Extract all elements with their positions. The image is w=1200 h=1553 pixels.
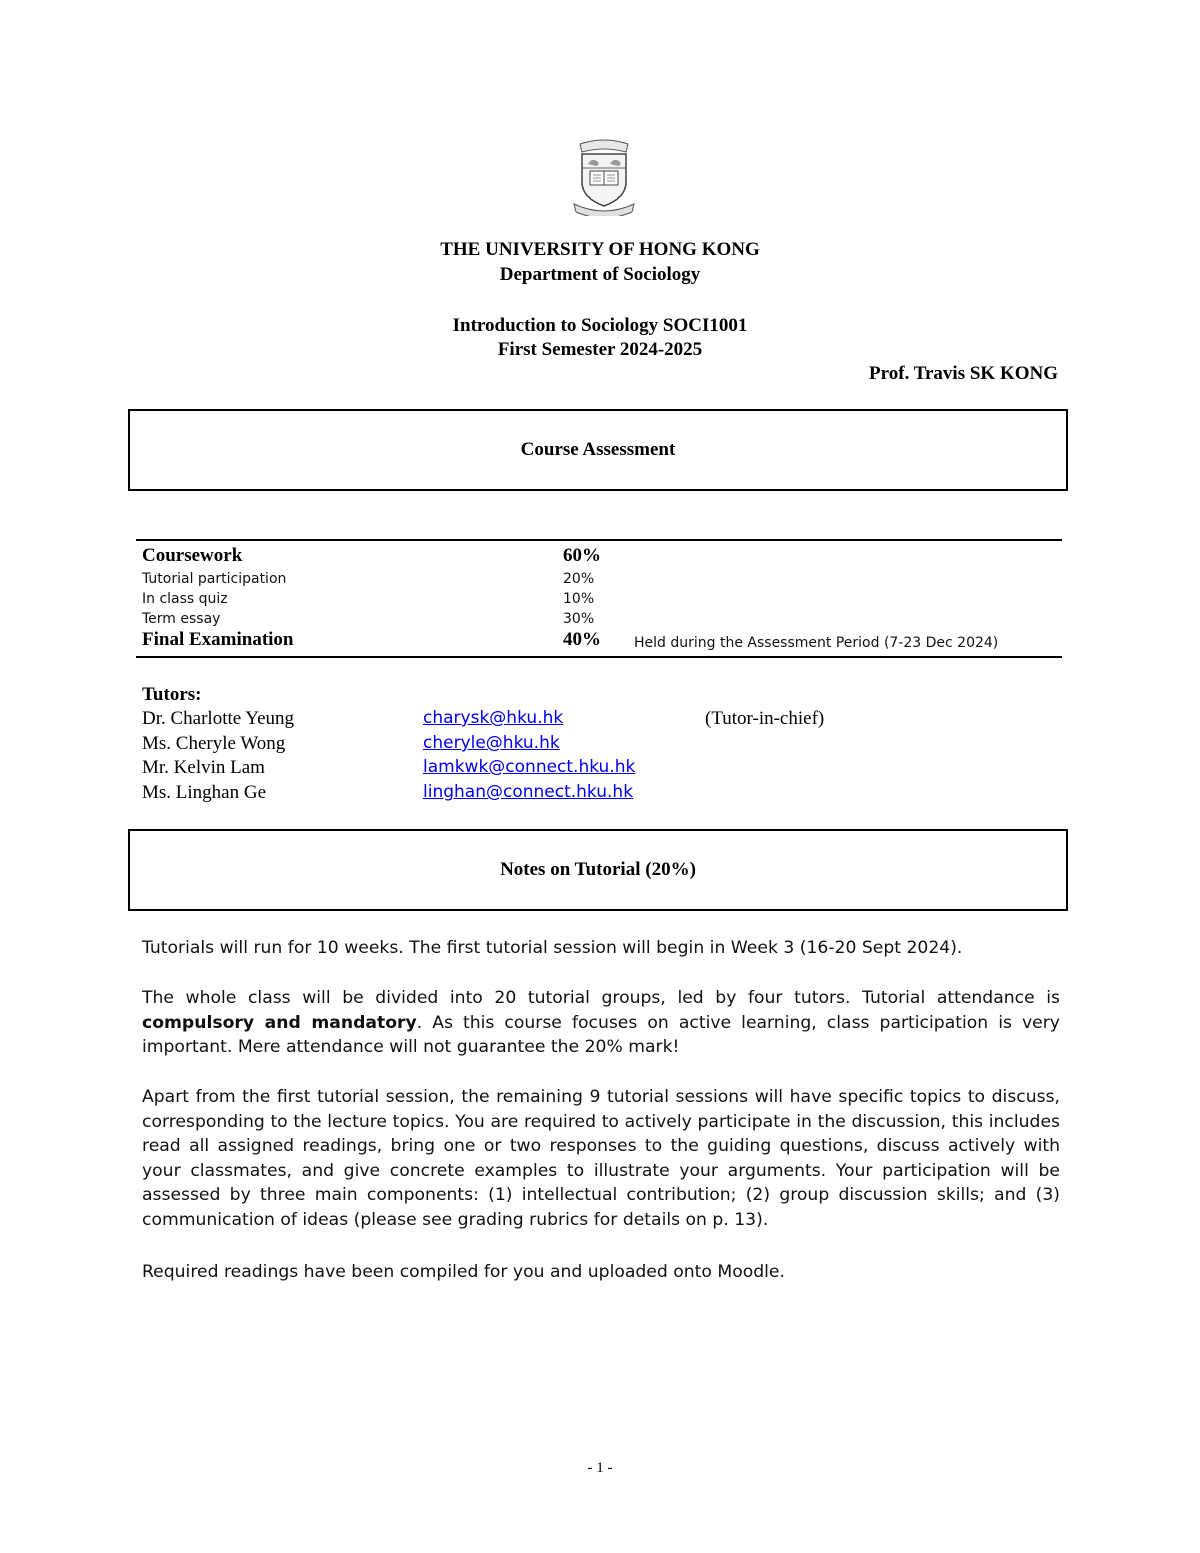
tutor-email-link[interactable]: cheryle@hku.hk	[423, 733, 560, 753]
course-assessment-box	[128, 409, 1068, 491]
assessment-table	[136, 539, 1062, 658]
university-name: THE UNIVERSITY OF HONG KONG	[440, 239, 760, 260]
assessment-label: Final Examination	[142, 629, 294, 650]
tutorial-paragraph-4: Required readings have been compiled for you and uploaded onto Moodle.	[142, 1262, 785, 1282]
paragraph-emphasis: compulsory and mandatory	[142, 1012, 417, 1033]
assessment-row-coursework	[136, 545, 1062, 569]
tutorial-paragraph-3: Apart from the first tutorial session, the remaining 9 tutorial sessions will have specific topics to discuss, corresponding to the lecture topics. You are required to actively participate in the discussion, this includes read all assigned readings, bring one or two responses to the guiding questions, discuss actively with your classmates, and give concrete examples to illustrate your arguments. Your participation will be assessed by three main components: (1) intellectual contribution; (2) group discussion skills; and (3) communication of ideas (please see grading rubrics for details on p. 13).	[142, 1087, 1060, 1230]
tutorial-notes-box	[128, 829, 1068, 911]
assessment-value: 30%	[563, 611, 595, 627]
tutorial-notes-title: Notes on Tutorial (20%)	[500, 859, 696, 880]
assessment-row-tutorial	[136, 569, 1062, 589]
tutor-row	[142, 733, 1042, 758]
tutor-name: Dr. Charlotte Yeung	[142, 708, 294, 729]
assessment-value: 40%	[563, 629, 601, 650]
assessment-label: Term essay	[142, 611, 221, 627]
page-number: - 1 -	[587, 1460, 613, 1476]
tutor-role: (Tutor-in-chief)	[705, 708, 825, 729]
tutorial-paragraph-2	[142, 986, 1060, 1060]
course-title: Introduction to Sociology SOCI1001	[452, 315, 748, 336]
assessment-value: 60%	[563, 545, 601, 566]
tutor-name: Mr. Kelvin Lam	[142, 757, 265, 778]
assessment-note: Held during the Assessment Period (7-23 Dec 2024)	[634, 635, 999, 651]
assessment-row-essay	[136, 609, 1062, 629]
assessment-row-quiz	[136, 589, 1062, 609]
university-crest-logo	[570, 138, 638, 216]
assessment-label: Tutorial participation	[142, 571, 287, 587]
professor-name: Prof. Travis SK KONG	[869, 363, 1058, 384]
assessment-value: 10%	[563, 591, 595, 607]
tutor-email-link[interactable]: linghan@connect.hku.hk	[423, 782, 634, 802]
tutor-row	[142, 757, 1042, 782]
tutors-heading: Tutors:	[142, 684, 202, 705]
tutor-row	[142, 708, 1042, 733]
assessment-value: 20%	[563, 571, 595, 587]
semester: First Semester 2024-2025	[497, 339, 703, 360]
department-name: Department of Sociology	[499, 264, 701, 285]
tutor-email-link[interactable]: lamkwk@connect.hku.hk	[423, 757, 636, 777]
assessment-label: Coursework	[142, 545, 243, 566]
tutor-email-link[interactable]: charysk@hku.hk	[423, 708, 564, 728]
course-assessment-title: Course Assessment	[520, 439, 676, 460]
tutor-row	[142, 782, 1042, 807]
assessment-label: In class quiz	[142, 591, 228, 607]
tutor-name: Ms. Linghan Ge	[142, 782, 267, 803]
tutor-name: Ms. Cheryle Wong	[142, 733, 286, 754]
tutorial-paragraph-1: Tutorials will run for 10 weeks. The first tutorial session will begin in Week 3 (16-20 Sept 2024).	[142, 938, 963, 958]
paragraph-text: The whole class will be divided into 20 tutorial groups, led by four tutors. Tutorial attendance is	[142, 988, 1060, 1008]
assessment-row-final-exam	[136, 629, 1062, 653]
paragraph-text: . As this course focuses on active learning, class participation is very important. Mere attendance will not guarantee the 20% mark!	[142, 1012, 1060, 1058]
